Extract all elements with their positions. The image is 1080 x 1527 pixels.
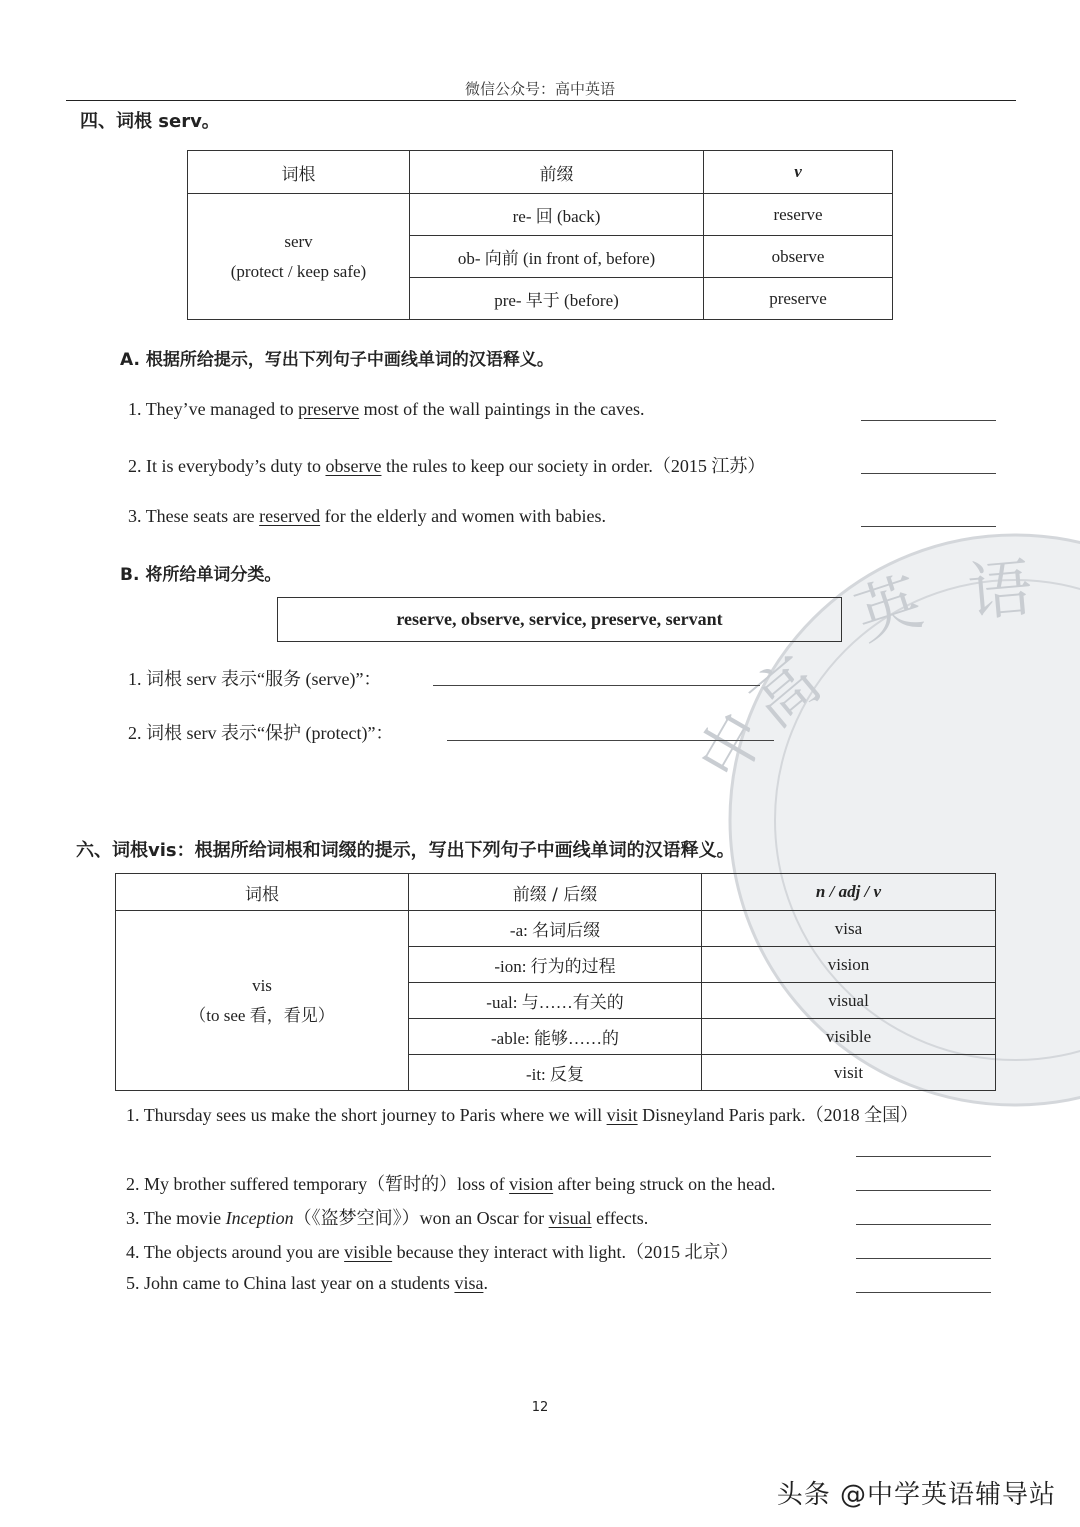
partA-heading: A. 根据所给提示，写出下列句子中画线单词的汉语释义。: [120, 350, 554, 370]
prefix-cell: re- 回 (back): [410, 194, 704, 236]
affix-cell: -it: 反复: [409, 1055, 702, 1091]
word-cell: vision: [702, 947, 996, 983]
serv-root-table: [187, 150, 893, 320]
list-item: 5. John came to China last year on a students visa.: [126, 1273, 488, 1293]
answer-blank[interactable]: [861, 526, 996, 527]
answer-blank[interactable]: [861, 473, 996, 474]
section6-heading: 六、词根vis：根据所给词根和词缀的提示，写出下列句子中画线单词的汉语释义。: [76, 840, 735, 861]
answer-blank[interactable]: [856, 1156, 991, 1157]
underlined-word: vision: [509, 1174, 554, 1194]
prefix-cell: pre- 早于 (before): [410, 278, 704, 320]
word-cell: visit: [702, 1055, 996, 1091]
page-number: 12: [531, 1400, 549, 1415]
list-item: 2. 词根 serv 表示“保护 (protect)”：: [128, 723, 394, 743]
list-item: 3. These seats are reserved for the elderly and women with babies.: [128, 506, 607, 526]
underlined-word: observe: [325, 456, 382, 476]
list-item: 1. Thursday sees us make the short journey to Paris where we will visit Disneyland Paris park.（2018 全国）: [126, 1105, 919, 1125]
seal-char: 英: [847, 565, 931, 656]
list-item: 2. It is everybody’s duty to observe the rules to keep our society in order.（2015 江苏）: [128, 456, 766, 476]
section4-heading: 四、词根 serv。: [80, 111, 220, 132]
word-cell: observe: [704, 236, 893, 278]
answer-blank[interactable]: [433, 685, 760, 686]
list-item: 3. The movie Inception（《盗梦空间》）won an Oscar for visual effects.: [126, 1208, 649, 1228]
answer-blank[interactable]: [447, 740, 774, 741]
source-credit: 头条 @中学英语辅导站: [776, 1480, 1056, 1510]
affix-cell: -ual: 与……有关的: [409, 983, 702, 1019]
prefix-cell: ob- 向前 (in front of, before): [410, 236, 704, 278]
root-cell: [116, 911, 409, 1091]
underlined-word: visible: [344, 1242, 393, 1262]
word-cell: visible: [702, 1019, 996, 1055]
answer-blank[interactable]: [856, 1292, 991, 1293]
answer-blank[interactable]: [856, 1190, 991, 1191]
table-header: 词根: [116, 874, 409, 911]
list-item: 4. The objects around you are visible because they interact with light.（2015 北京）: [126, 1242, 739, 1262]
table-header: v: [704, 151, 893, 194]
seal-char: 高: [737, 644, 835, 743]
root-cell: [188, 194, 410, 320]
partB-heading: B. 将所给单词分类。: [120, 565, 282, 585]
underlined-word: visa: [454, 1273, 484, 1293]
answer-blank[interactable]: [856, 1224, 991, 1225]
table-header: 前缀: [410, 151, 704, 194]
word-cell: visual: [702, 983, 996, 1019]
underlined-word: visual: [548, 1208, 592, 1228]
root-meaning: (protect / keep safe): [230, 261, 367, 281]
movie-title: Inception: [225, 1208, 294, 1228]
seal-char: 语: [964, 551, 1036, 631]
root-word: serv: [284, 231, 313, 251]
word-cell: reserve: [704, 194, 893, 236]
page-header: 微信公众号：高中英语: [464, 80, 615, 98]
table-header: n / adj / v: [702, 874, 996, 911]
underlined-word: preserve: [298, 399, 360, 419]
table-header: 词根: [188, 151, 410, 194]
underlined-word: reserved: [259, 506, 321, 526]
affix-cell: -able: 能够……的: [409, 1019, 702, 1055]
word-cell: visa: [702, 911, 996, 947]
list-item: 2. My brother suffered temporary（暂时的）loss of vision after being struck on the head.: [126, 1174, 776, 1194]
underlined-word: visit: [606, 1105, 638, 1125]
word-cell: preserve: [704, 278, 893, 320]
seal-char: 中: [684, 700, 781, 793]
table-header: 前缀 / 后缀: [409, 874, 702, 911]
word-bank-box: reserve, observe, service, preserve, servant: [277, 597, 842, 642]
vis-root-table: [115, 873, 996, 1091]
root-meaning: （to see 看，看见）: [189, 1005, 335, 1025]
list-item: 1. 词根 serv 表示“服务 (serve)”：: [128, 669, 382, 689]
header-rule: [66, 100, 1016, 101]
affix-cell: -a: 名词后缀: [409, 911, 702, 947]
answer-blank[interactable]: [856, 1258, 991, 1259]
list-item: 1. They’ve managed to preserve most of the wall paintings in the caves.: [128, 399, 645, 419]
answer-blank[interactable]: [861, 420, 996, 421]
affix-cell: -ion: 行为的过程: [409, 947, 702, 983]
root-word: vis: [252, 975, 272, 995]
